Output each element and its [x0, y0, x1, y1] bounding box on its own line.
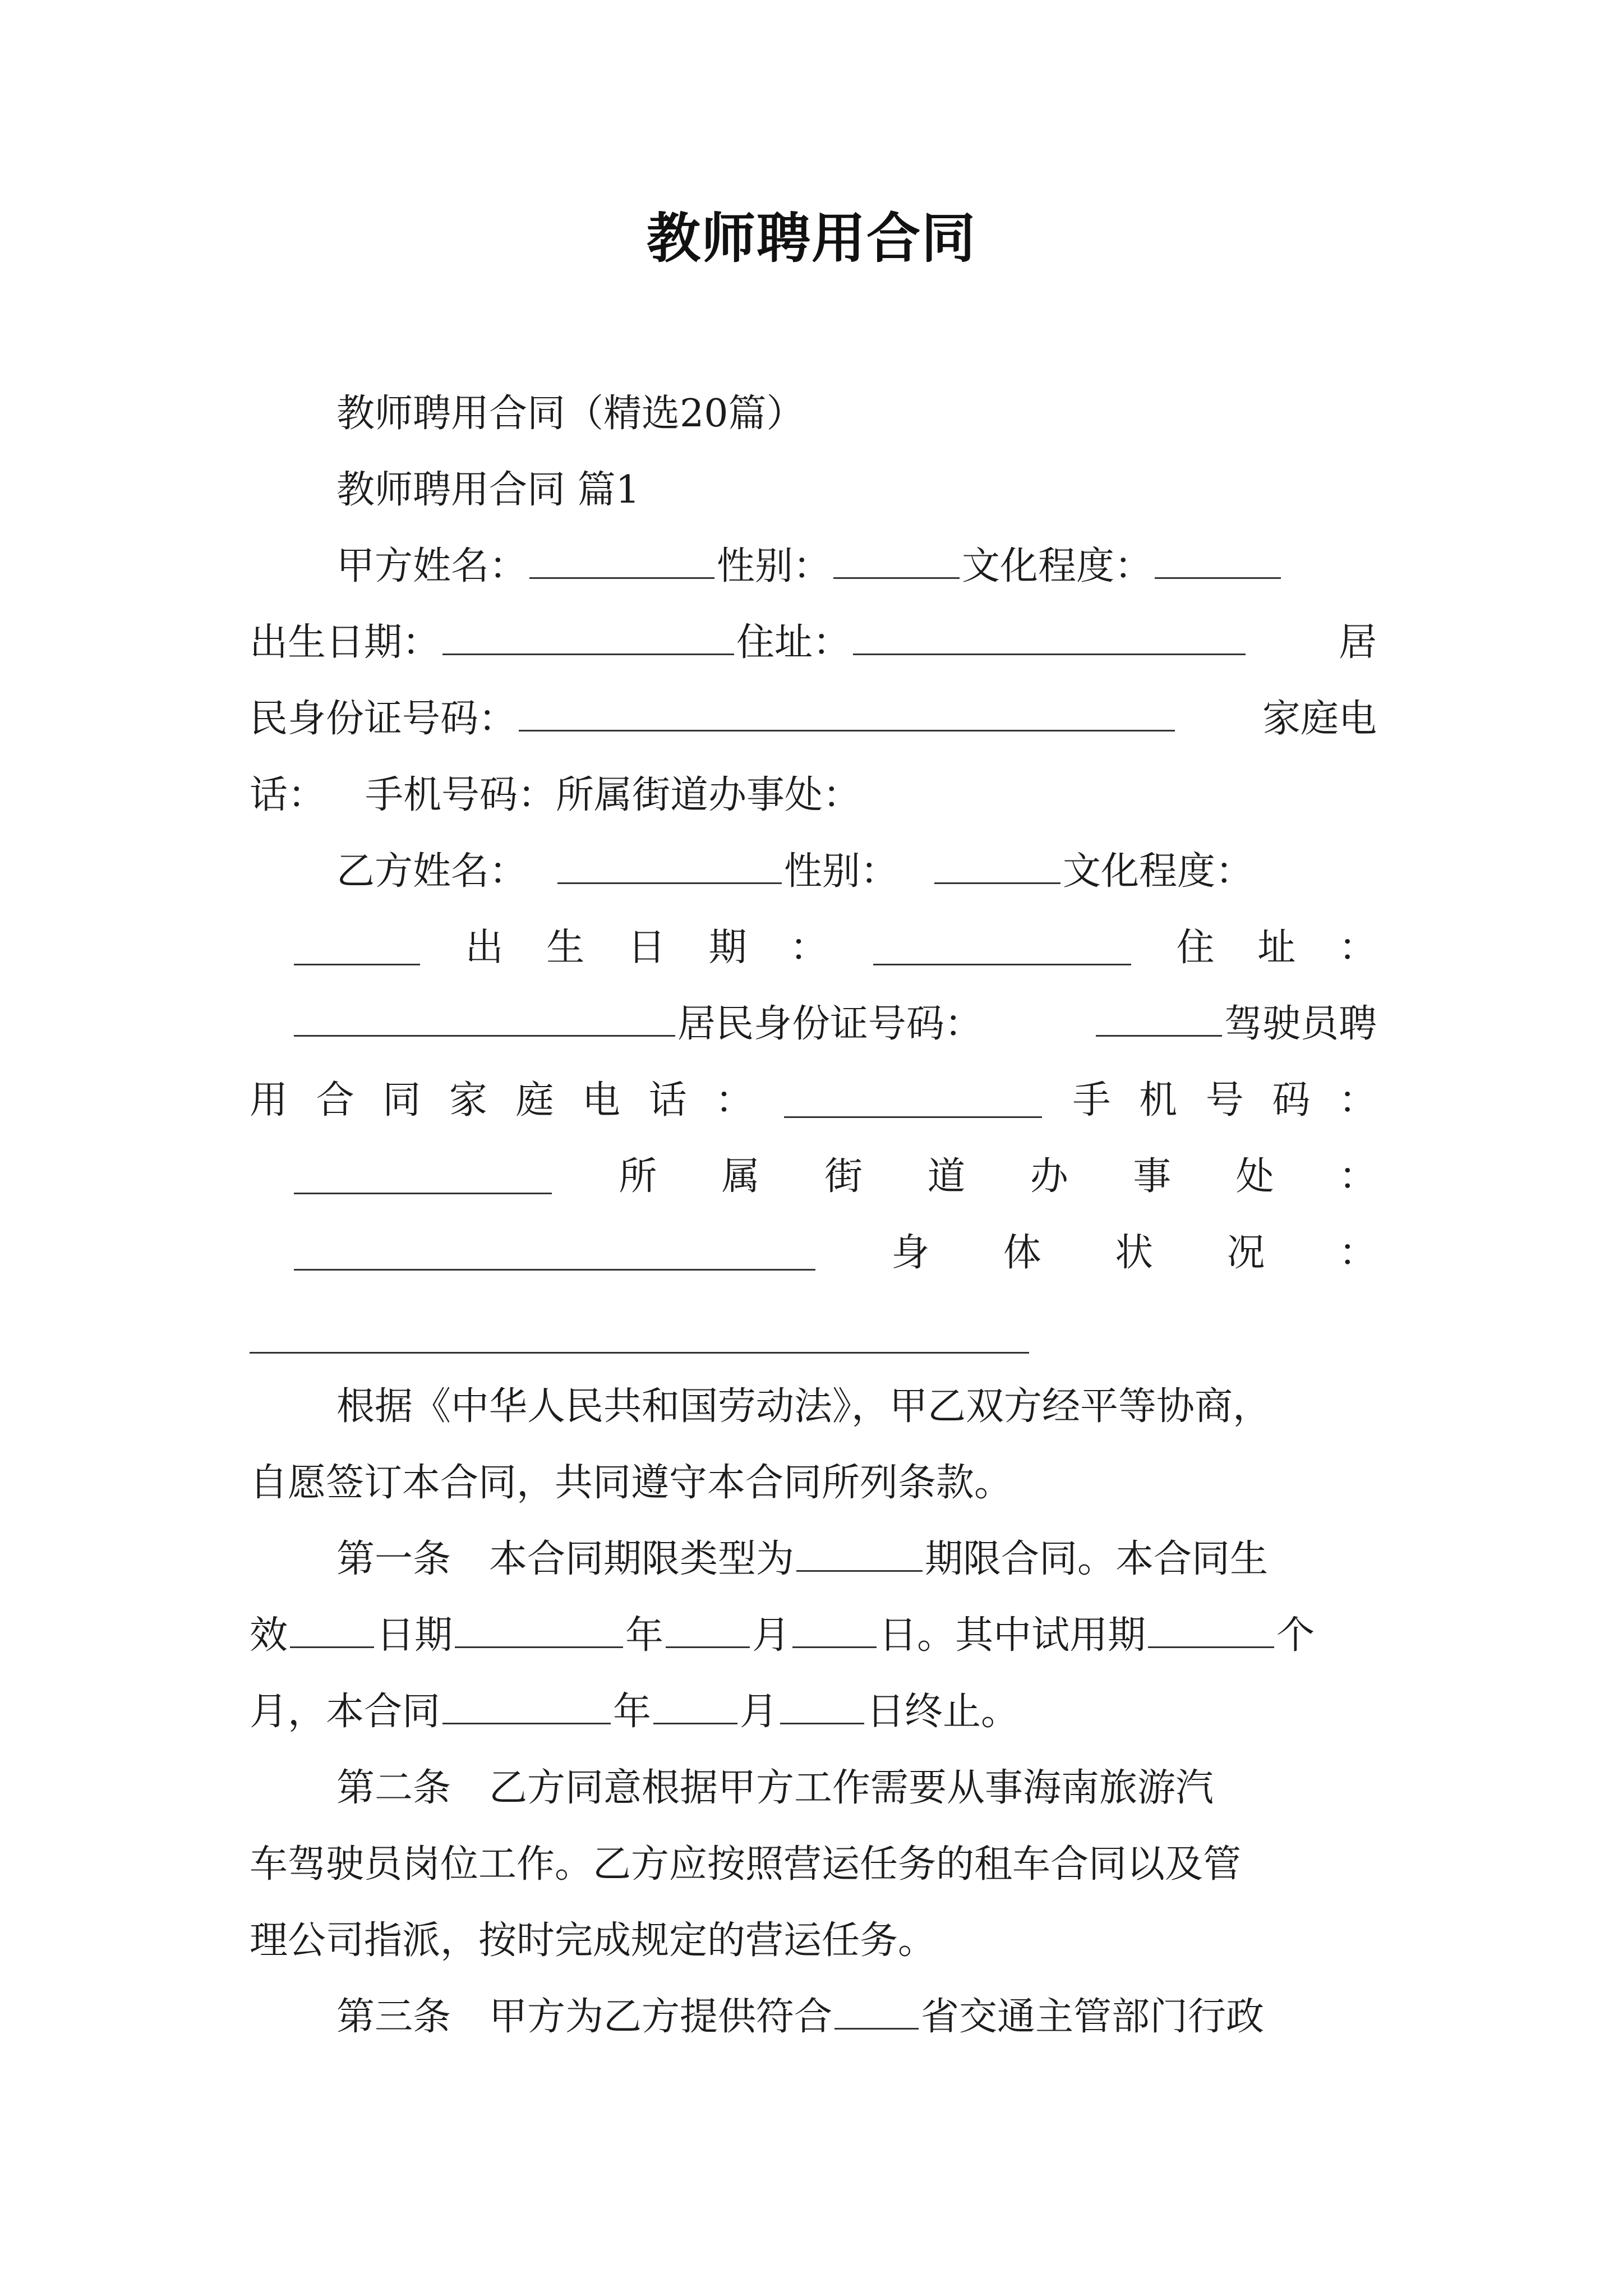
- party-b-home-phone-char: 话: [648, 1078, 687, 1122]
- party-b-line-5: [250, 1139, 1377, 1215]
- party-b-home-phone-char: 电: [582, 1078, 621, 1122]
- party-b-health-char: 状: [1115, 1231, 1154, 1275]
- party-a-gender-blank[interactable]: [833, 545, 960, 579]
- party-b-health-char: 体: [1003, 1231, 1041, 1275]
- party-a-line-2: [250, 605, 1377, 681]
- article-1-text: 个: [1276, 1613, 1315, 1658]
- party-a-gender-label: 性别：: [717, 544, 832, 588]
- party-a-id-label: 民身份证号码：: [250, 697, 517, 741]
- end-month-blank[interactable]: [653, 1690, 737, 1724]
- party-b-education-blank[interactable]: [294, 931, 420, 965]
- party-b-id-label: 居民身份证号码：: [677, 1002, 983, 1046]
- article-1-text: 月: [752, 1613, 791, 1658]
- party-a-residence-char: 居: [1338, 620, 1377, 665]
- party-a-address-label: 住址：: [736, 620, 851, 665]
- party-a-line-3: [250, 681, 1377, 757]
- section-heading: 教师聘用合同 篇1: [336, 468, 640, 512]
- party-b-name-blank[interactable]: [557, 850, 782, 884]
- article-1-text: 日终止。: [866, 1690, 1020, 1734]
- party-a-name-label: 甲方姓名：: [336, 544, 528, 588]
- party-b-office-char: 事: [1133, 1154, 1172, 1199]
- article-1-line-3: [250, 1674, 1377, 1750]
- party-b-education-label: 文化程度：: [1063, 849, 1254, 894]
- subtitle: 教师聘用合同（精选20篇）: [336, 392, 805, 436]
- party-b-office-char: 所: [619, 1154, 657, 1199]
- article-1-text: 月，本合同: [250, 1690, 441, 1734]
- party-b-mobile-blank[interactable]: [294, 1160, 552, 1194]
- party-b-office-blank[interactable]: [294, 1236, 815, 1271]
- party-b-address-char: 址: [1257, 926, 1296, 970]
- party-b-id-blank[interactable]: [1096, 1002, 1222, 1037]
- article-1-line-2: [250, 1598, 1377, 1674]
- party-b-health-blank[interactable]: [250, 1352, 1029, 1354]
- effective-blank[interactable]: [290, 1614, 374, 1648]
- party-b-driver-label: 驾驶员聘: [1224, 1002, 1377, 1046]
- end-year-blank[interactable]: [442, 1690, 611, 1724]
- party-b-gender-label: 性别：: [784, 849, 899, 894]
- probation-blank[interactable]: [1148, 1614, 1274, 1648]
- start-year-blank[interactable]: [455, 1614, 623, 1648]
- party-b-mobile-char: 号: [1205, 1078, 1244, 1122]
- party-a-office-label: 所属街道办事处：: [556, 773, 861, 817]
- party-b-line-2: [250, 910, 1377, 986]
- party-b-gender-blank[interactable]: [934, 850, 1061, 884]
- party-b-mobile-char: 机: [1139, 1078, 1178, 1122]
- party-b-home-phone-blank[interactable]: [784, 1084, 1042, 1118]
- party-b-birth-char: ：: [790, 926, 828, 970]
- article-3-text: 省交通主管部门行政: [921, 1995, 1265, 2039]
- article-1-text: 效: [250, 1613, 288, 1658]
- party-b-mobile-char: 码: [1272, 1078, 1311, 1122]
- party-a-address-blank[interactable]: [853, 621, 1246, 655]
- party-a-birth-blank[interactable]: [442, 621, 734, 655]
- article-1-text: 月: [740, 1690, 778, 1734]
- party-a-home-phone-label: 家庭电: [1262, 697, 1377, 741]
- contract-type-blank[interactable]: [796, 1538, 923, 1572]
- article-1-line-1: [250, 1521, 1377, 1598]
- party-b-line-6: [250, 1215, 1377, 1291]
- party-b-health-char: 况: [1227, 1231, 1265, 1275]
- province-blank[interactable]: [834, 1995, 919, 2030]
- party-b-name-label: 乙方姓名：: [336, 849, 528, 894]
- intro-line-1: 根据《中华人民共和国劳动法》，甲乙双方经平等协商，: [336, 1384, 1271, 1429]
- party-b-home-phone-char: 合: [316, 1078, 354, 1122]
- end-day-blank[interactable]: [780, 1690, 864, 1724]
- start-month-blank[interactable]: [666, 1614, 750, 1648]
- party-b-id-group: [292, 986, 983, 1062]
- article-2-line-3: 理公司指派，按时完成规定的营运任务。: [250, 1918, 937, 1963]
- party-b-office-char: 属: [721, 1154, 760, 1199]
- party-a-line-4: [250, 757, 1377, 834]
- article-1-text: 年: [613, 1690, 652, 1734]
- party-a-mobile-label: 手机号码：: [365, 773, 556, 817]
- party-b-home-phone-char: 家: [449, 1078, 487, 1122]
- party-b-office-char: ：: [1338, 1154, 1377, 1199]
- party-b-line-4: [250, 1062, 1377, 1139]
- party-b-health-char: 身: [891, 1231, 930, 1275]
- party-a-education-blank[interactable]: [1155, 545, 1281, 579]
- party-b-address-char: 住: [1176, 926, 1215, 970]
- intro-line-2: 自愿签订本合同，共同遵守本合同所列条款。: [250, 1461, 1013, 1505]
- party-b-home-phone-char: ：: [715, 1078, 754, 1122]
- article-1-text: 期限合同。本合同生: [925, 1537, 1269, 1581]
- party-b-mobile-char: ：: [1338, 1078, 1377, 1122]
- article-1-text: 第一条 本合同期限类型为: [336, 1537, 795, 1581]
- article-1-text: 日。其中试用期: [879, 1613, 1146, 1658]
- party-b-office-char: 街: [824, 1154, 863, 1199]
- party-a-education-label: 文化程度：: [962, 544, 1153, 588]
- party-b-address-char: ：: [1338, 926, 1377, 970]
- party-a-birth-group: [250, 605, 1248, 681]
- party-b-mobile-char: 手: [1072, 1078, 1111, 1122]
- article-1-text: 年: [625, 1613, 664, 1658]
- party-b-office-char: 处: [1235, 1154, 1274, 1199]
- document-title: 教师聘用合同: [647, 207, 976, 270]
- party-b-birth-char: 生: [546, 926, 585, 970]
- article-2-line-1: 第二条 乙方同意根据甲方工作需要从事海南旅游汽: [336, 1766, 1214, 1810]
- party-b-birth-char: 期: [708, 926, 747, 970]
- party-b-home-phone-char: 庭: [515, 1078, 554, 1122]
- start-day-blank[interactable]: [792, 1614, 877, 1648]
- party-b-birth-blank[interactable]: [873, 931, 1131, 965]
- party-b-home-phone-char: 用: [250, 1078, 288, 1122]
- article-3-text: 第三条 甲方为乙方提供符合: [336, 1995, 833, 2039]
- party-a-home-phone-cont: 话：: [250, 773, 326, 817]
- article-2-line-2: 车驾驶员岗位工作。乙方应按照营运任务的租车合同以及管: [250, 1842, 1242, 1887]
- party-b-line-3: [250, 986, 1377, 1062]
- party-b-home-phone-char: 同: [382, 1078, 421, 1122]
- party-a-id-blank[interactable]: [519, 697, 1175, 731]
- party-b-office-char: 道: [927, 1154, 966, 1199]
- party-b-birth-char: 出: [465, 926, 504, 970]
- party-b-driver-group: [1094, 986, 1377, 1062]
- party-b-birth-char: 日: [627, 926, 666, 970]
- party-b-health-char: ：: [1338, 1231, 1377, 1275]
- party-a-line-1: [250, 528, 1377, 605]
- party-a-birth-label: 出生日期：: [250, 620, 441, 665]
- party-b-office-char: 办: [1030, 1154, 1068, 1199]
- article-1-text: 日期: [376, 1613, 453, 1658]
- party-b-address-blank[interactable]: [294, 1002, 675, 1037]
- party-a-name-blank[interactable]: [529, 545, 714, 579]
- party-a-id-group: [250, 681, 1177, 757]
- article-3-line-1: [250, 1979, 1377, 2055]
- party-b-line-1: [250, 834, 1377, 910]
